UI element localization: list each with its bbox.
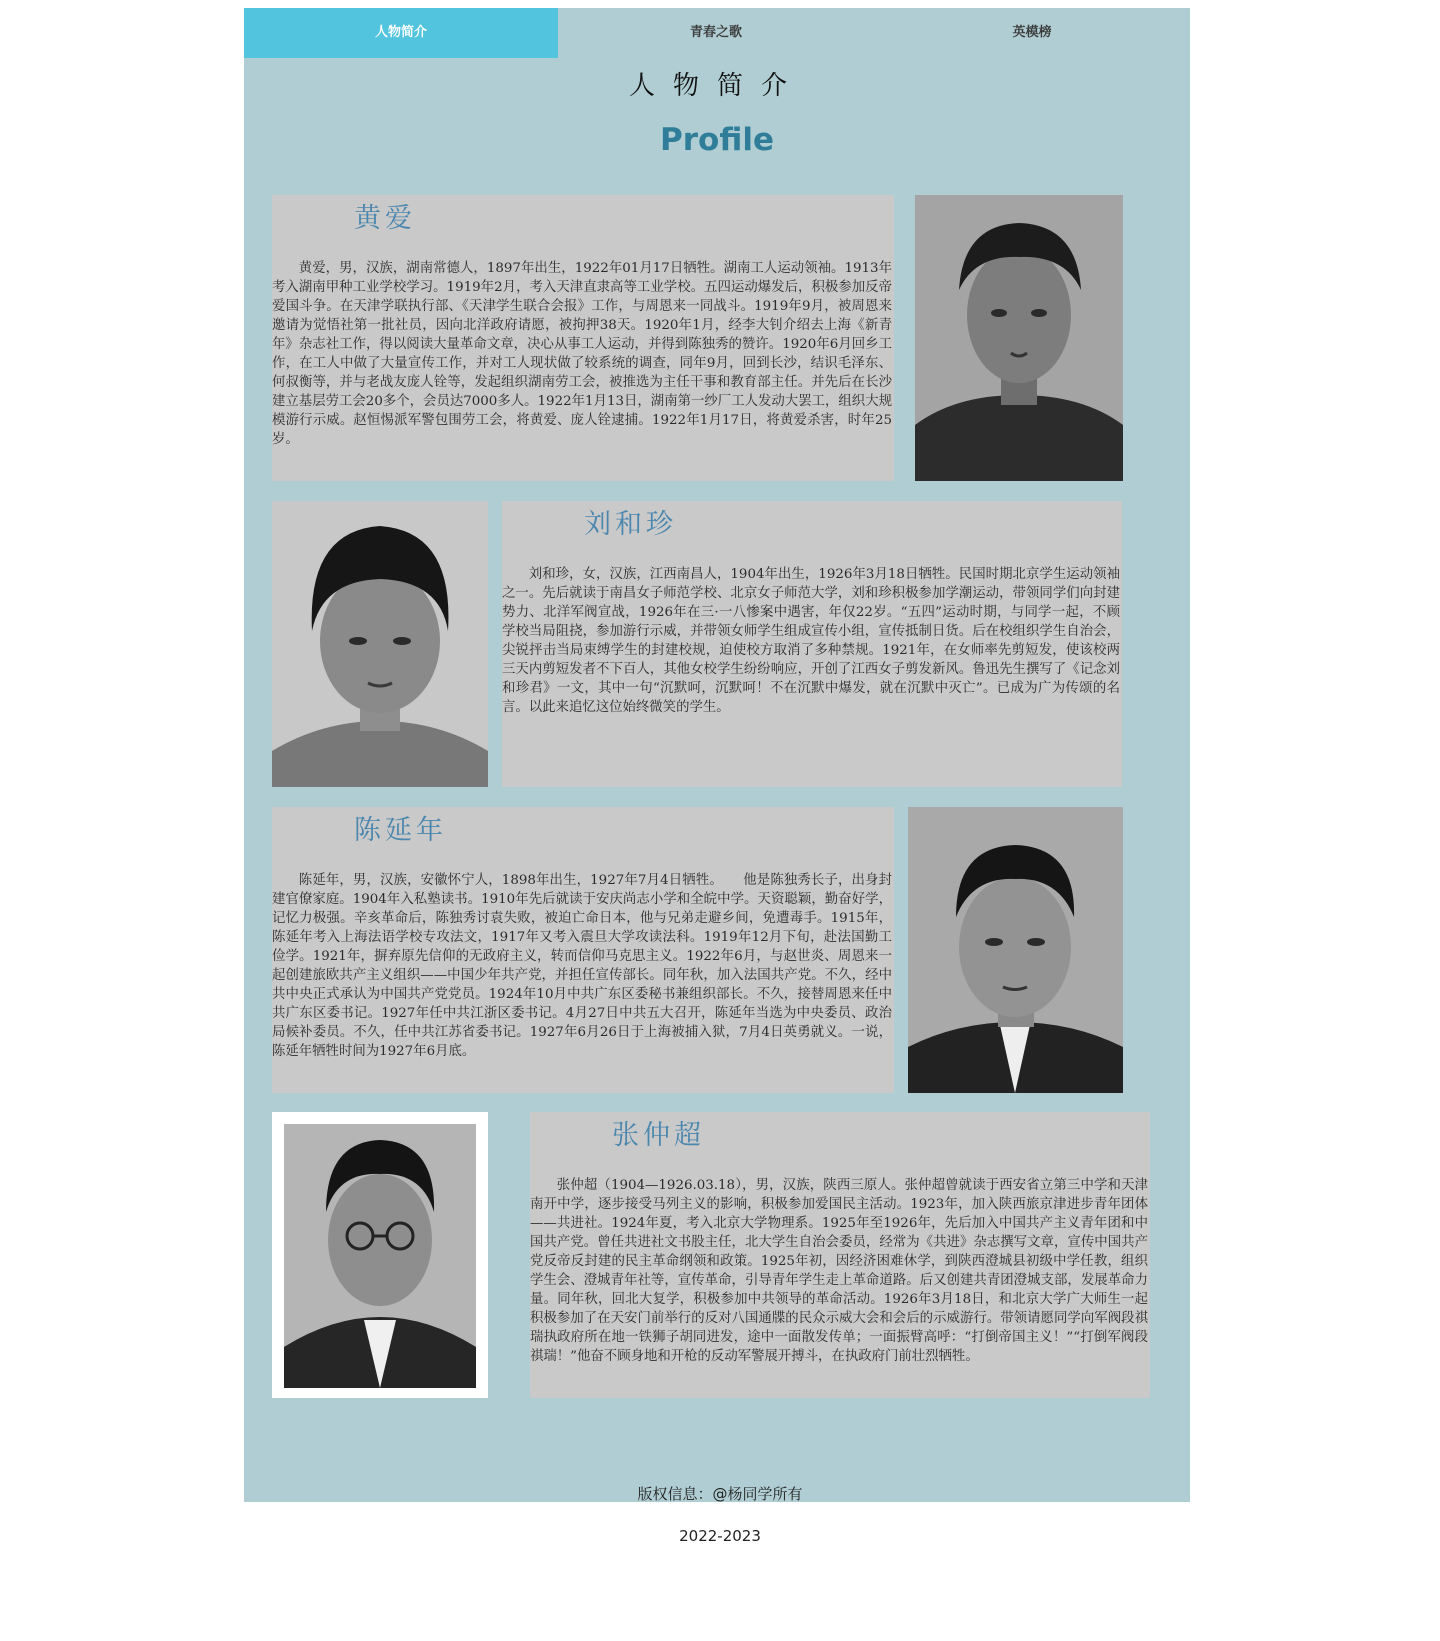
page-subtitle: Profile: [660, 122, 774, 158]
profile-name: 刘和珍: [584, 509, 677, 540]
portrait-photo-chen-yannian: [908, 807, 1123, 1093]
top-nav: [244, 8, 1190, 58]
portrait-photo-liu-hezhen: [272, 501, 488, 787]
copyright-text: 版权信息：@杨同学所有: [637, 1485, 803, 1503]
profile-card-zhang-zhongchao: [530, 1112, 1150, 1398]
profile-bio: 刘和珍，女，汉族，江西南昌人，1904年出生，1926年3月18日牺牲。民国时期北京学生运动领袖之一。先后就读于南昌女子师范学校、北京女子师范大学，刘和珍积极参加学潮运动，带领同学们向封建势力、北洋军阀宣战，1926年在三·一八惨案中遇害，年仅22岁。“五四”运动时期，与同学一起，不顾学校当局阻挠，参加游行示威，并带领女师学生组成宣传小组，宣传抵制日货。后在校组织学生自治会，尖锐抨击当局束缚学生的封建校规，迫使校方取消了多种禁规。1921年，在女师率先剪短发，使该校两三天内剪短发者不下百人，其他女校学生纷纷响应，开创了江西女子剪发新风。鲁迅先生撰写了《记念刘和珍君》一文，其中一句“沉默呵，沉默呵！不在沉默中爆发，就在沉默中灭亡”。已成为广为传颂的名言。以此来追忆这位始终微笑的学生。: [502, 567, 1120, 715]
profile-name: 黄爱: [354, 203, 416, 234]
portrait-photo-zhang-zhongchao: [272, 1112, 488, 1398]
profile-card-huang-ai: [272, 195, 894, 481]
portrait-photo-huang-ai: [915, 195, 1123, 481]
profile-name: 陈延年: [354, 815, 447, 846]
tab-heroes[interactable]: 英模榜: [1012, 25, 1052, 40]
main-container: [244, 8, 1190, 1502]
profile-card-liu-hezhen: [502, 501, 1122, 787]
tab-profile[interactable]: 人物简介: [244, 8, 558, 58]
profile-bio: 张仲超（1904—1926.03.18），男，汉族，陕西三原人。张仲超曾就读于西安省立第三中学和天津南开中学，逐步接受马列主义的影响，积极参加爱国民主活动。1923年，加入陕西旅京津进步青年团体——共进社。1924年夏，考入北京大学物理系。1925年至1926年，先后加入中国共产主义青年团和中国共产党。曾任共进社文书股主任，北大学生自治会委员，经常为《共进》杂志撰写文章，宣传中国共产党反帝反封建的民主革命纲领和政策。1925年初，因经济困难休学，到陕西澄城县初级中学任教，组织学生会、澄城青年社等，宣传革命，引导青年学生走上革命道路。后又创建共青团澄城支部，发展革命力量。同年秋，回北大复学，积极参加中共领导的革命活动。1926年3月18日，和北京大学广大师生一起积极参加了在天安门前举行的反对八国通牒的民众示威大会和会后的示威游行。带领请愿同学向军阀段祺瑞执政府所在地一铁狮子胡同进发，途中一面散发传单；一面振臂高呼：“打倒帝国主义！”“打倒军阀段祺瑞！”他奋不顾身地和开枪的反动军警展开搏斗，在执政府门前壮烈牺牲。: [530, 1178, 1148, 1364]
profile-bio: 陈延年，男，汉族，安徽怀宁人，1898年出生，1927年7月4日牺牲。 他是陈独秀长子，出身封建官僚家庭。1904年入私塾读书。1910年先后就读于安庆尚志小学和全皖中学。天资聪颖，勤奋好学，记忆力极强。辛亥革命后，陈独秀讨袁失败，被迫亡命日本，他与兄弟走避乡间，免遭毒手。1915年，陈延年考入上海法语学校专攻法文，1917年又考入震旦大学攻读法科。1919年12月下旬，赴法国勤工俭学。1921年，摒弃原先信仰的无政府主义，转而信仰马克思主义。1922年6月，与赵世炎、周恩来一起创建旅欧共产主义组织——中国少年共产党，并担任宣传部长。同年秋，加入法国共产党。不久，经中共中央正式承认为中国共产党党员。1924年10月中共广东区委秘书兼组织部长。不久，接替周恩来任中共广东区委书记。1927年任中共江浙区委书记。4月27日中共五大召开，陈延年当选为中央委员、政治局候补委员。不久，任中共江苏省委书记。1927年6月26日于上海被捕入狱，7月4日英勇就义。一说，陈延年牺牲时间为1927年6月底。: [272, 873, 892, 1059]
tab-youth-song[interactable]: 青春之歌: [689, 25, 742, 40]
page-title: 人物简介: [628, 71, 805, 101]
profile-name: 张仲超: [612, 1120, 705, 1151]
profile-bio: 黄爱，男，汉族，湖南常德人，1897年出生，1922年01月17日牺牲。湖南工人运动领袖。1913年考入湖南甲种工业学校学习。1919年2月，考入天津直隶高等工业学校。五四运动爆发后，积极参加反帝爱国斗争。在天津学联执行部、《天津学生联合会报》工作，与周恩来一同战斗。1919年9月，被周恩来邀请为觉悟社第一批社员，因向北洋政府请愿，被拘押38天。1920年1月，经李大钊介绍去上海《新青年》杂志社工作，得以阅读大量革命文章，决心从事工人运动，并得到陈独秀的赞许。1920年6月回乡工作，在工人中做了大量宣传工作，并对工人现状做了较系统的调查，同年9月，回到长沙，结识毛泽东、何叔衡等，并与老战友庞人铨等，发起组织湖南劳工会，被推选为主任干事和教育部主任。并先后在长沙建立基层劳工会20多个，会员达7000多人。1922年1月13日，湖南第一纱厂工人发动大罢工，组织大规模游行示威。赵恒惕派军警包围劳工会，将黄爱、庞人铨逮捕。1922年1月17日，将黄爱杀害，时年25岁。: [272, 261, 892, 447]
profile-card-chen-yannian: [272, 807, 894, 1093]
copyright-years: 2022-2023: [679, 1527, 761, 1545]
